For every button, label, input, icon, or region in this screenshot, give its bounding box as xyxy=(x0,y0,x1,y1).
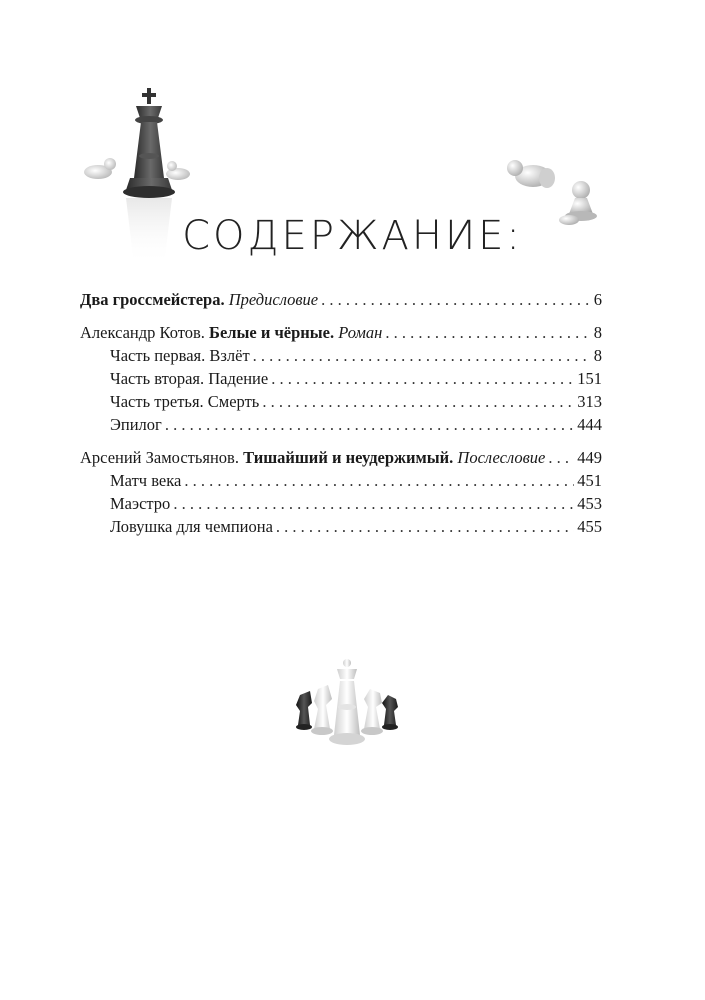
toc-entry-maestro xyxy=(80,492,602,515)
dot-leader xyxy=(276,515,574,538)
toc-entry-part1 xyxy=(80,344,602,367)
toc-part3-title: Часть третья. Смерть xyxy=(110,392,260,411)
toc-foreword-subtitle: Предисловие xyxy=(228,290,319,309)
toc-page-number: 449 xyxy=(577,448,602,467)
toc-page-number: 313 xyxy=(577,392,602,411)
toc-page-number: 8 xyxy=(593,346,602,365)
dot-leader xyxy=(321,288,591,311)
toc-page-number: 8 xyxy=(593,323,602,342)
toc-entry-foreword xyxy=(80,288,602,311)
toc-page-number: 151 xyxy=(577,369,602,388)
table-of-contents xyxy=(80,288,602,538)
toc-entry-part3 xyxy=(80,390,602,413)
toc-page-number: 451 xyxy=(577,471,602,490)
toc-afterword-title: Тишайший и неудержимый. xyxy=(243,448,454,467)
toc-page-number: 6 xyxy=(593,290,602,309)
toc-afterword-author: Арсений Замостьянов. xyxy=(80,448,239,467)
toc-part2-title: Часть вторая. Падение xyxy=(110,369,269,388)
toc-novel-genre: Роман xyxy=(338,323,383,342)
toc-page-number: 455 xyxy=(577,517,602,536)
toc-entry-epilogue xyxy=(80,413,602,436)
page-title: СОДЕРЖАНИЕ: xyxy=(182,212,523,259)
toc-entry-trap xyxy=(80,515,602,538)
dot-leader xyxy=(385,321,590,344)
toc-trap-title: Ловушка для чемпиона xyxy=(110,517,273,536)
toc-entry-afterword xyxy=(80,446,602,469)
toc-maestro-title: Маэстро xyxy=(110,494,171,513)
dot-leader xyxy=(262,390,574,413)
toc-foreword-title: Два гроссмейстера. xyxy=(80,290,225,309)
dot-leader xyxy=(173,492,574,515)
dot-leader xyxy=(271,367,574,390)
dot-leader xyxy=(253,344,591,367)
toc-entry-match xyxy=(80,469,602,492)
toc-afterword-genre: Послесловие xyxy=(457,448,546,467)
toc-match-title: Матч века xyxy=(110,471,182,490)
dot-leader xyxy=(548,446,574,469)
toc-page-number: 453 xyxy=(577,494,602,513)
toc-entry-novel xyxy=(80,321,602,344)
toc-novel-title: Белые и чёрные. xyxy=(209,323,335,342)
toc-page-number: 444 xyxy=(577,415,602,434)
dot-leader xyxy=(184,469,574,492)
toc-part1-title: Часть первая. Взлёт xyxy=(110,346,250,365)
toc-novel-author: Александр Котов. xyxy=(80,323,205,342)
toc-entry-part2 xyxy=(80,367,602,390)
chess-pieces-group-illustration xyxy=(292,655,402,755)
dot-leader xyxy=(165,413,574,436)
toc-epilogue-title: Эпилог xyxy=(110,415,162,434)
